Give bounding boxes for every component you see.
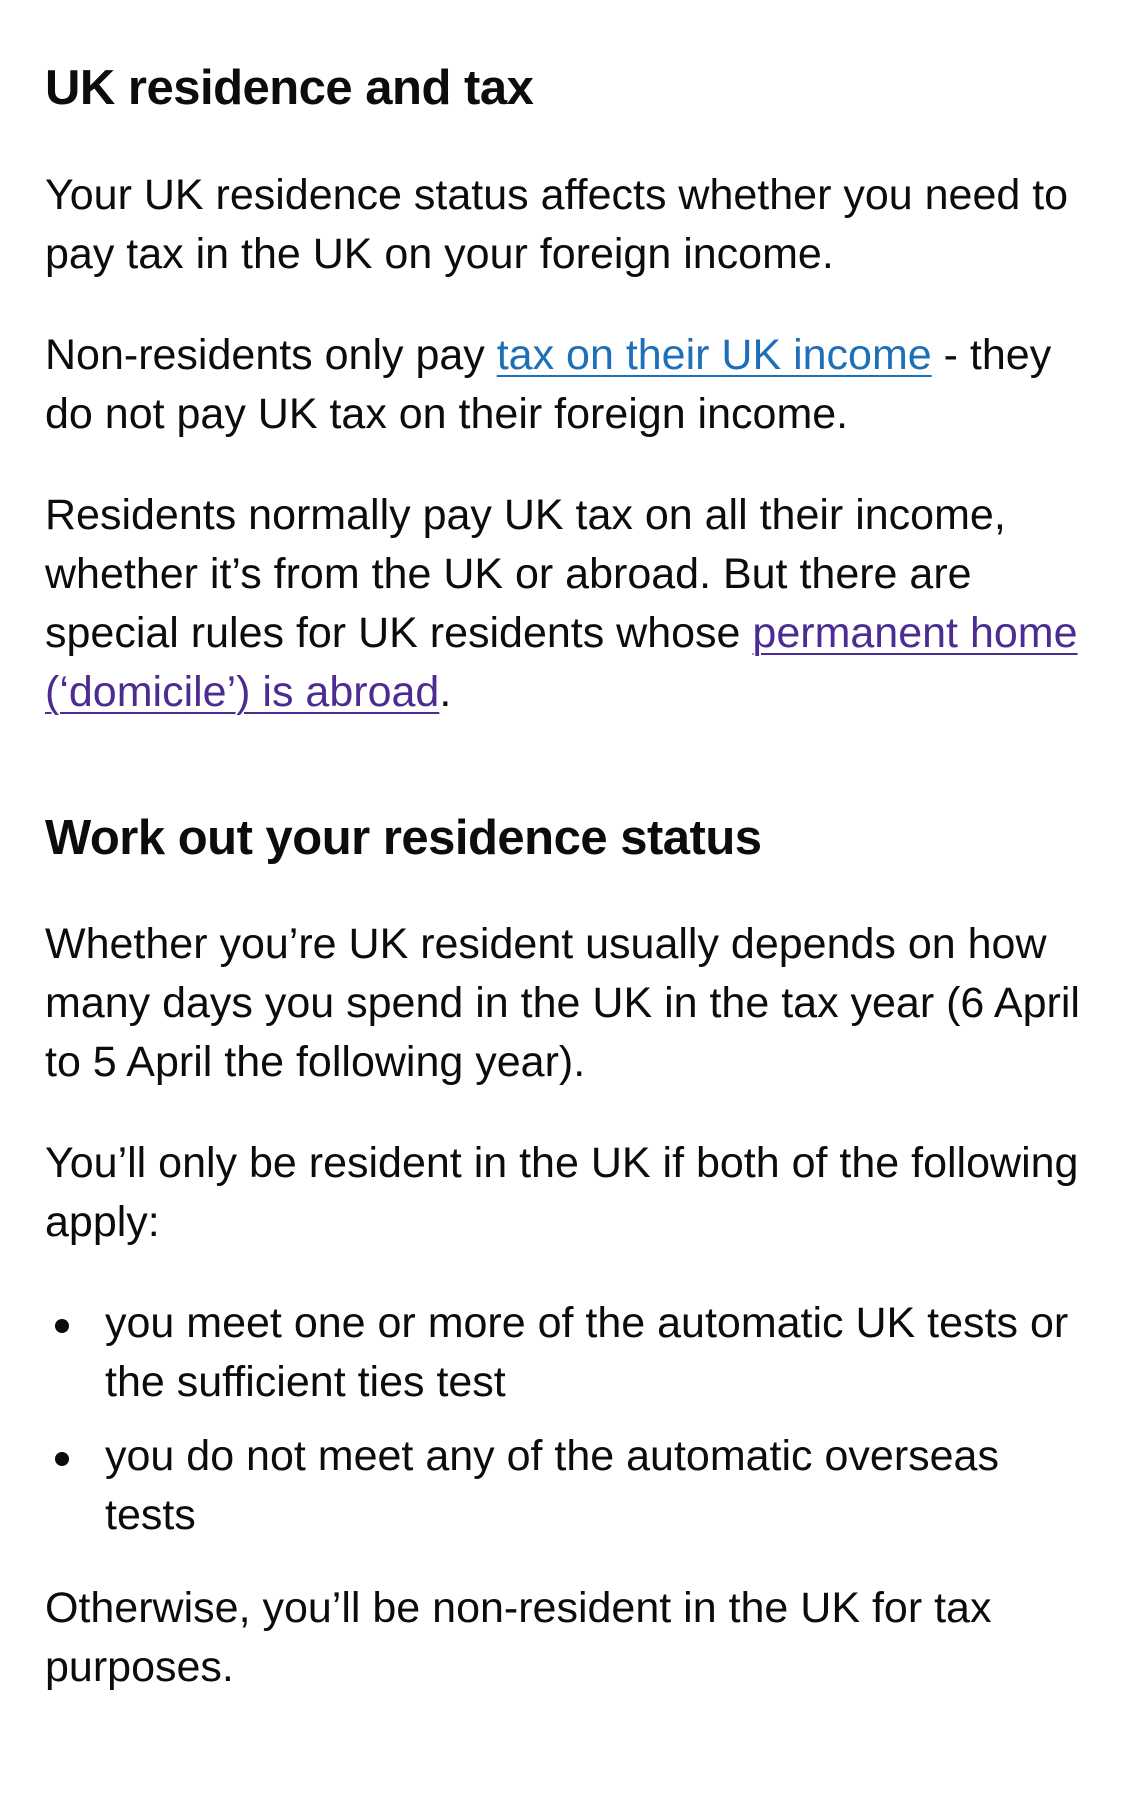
paragraph-residents <box>45 486 1080 722</box>
conditions-list <box>45 1294 1080 1545</box>
list-item-text: you meet one or more of the automatic UK tests or the sufficient ties test <box>105 1299 1069 1406</box>
list-item <box>45 1427 1080 1545</box>
bullet-icon <box>55 1452 69 1466</box>
paragraph-text: Non-residents only pay <box>45 331 497 379</box>
link-tax-on-uk-income[interactable]: tax on their UK income <box>496 331 932 379</box>
paragraph-residence-status: Your UK residence status affects whether you need to pay tax in the UK on your foreign income. <box>45 171 1069 278</box>
list-item <box>45 1294 1080 1412</box>
paragraph-otherwise-non-resident: Otherwise, you’ll be non-resident in the UK for tax purposes. <box>45 1584 992 1691</box>
heading-work-out-residence-status: Work out your residence status <box>45 811 762 865</box>
paragraph-text: . <box>439 668 452 716</box>
paragraph-days-in-uk: Whether you’re UK resident usually depends on how many days you spend in the UK in the tax year (6 April to 5 April the following year). <box>45 920 1080 1086</box>
paragraph-only-resident-if: You’ll only be resident in the UK if both of the following apply: <box>45 1139 1079 1246</box>
paragraph-non-residents <box>45 326 1080 444</box>
bullet-icon <box>55 1319 69 1333</box>
paragraph-text: Residents normally pay UK tax on all their income, whether it’s from the UK or abroad. But there are special rules for UK residents whose <box>45 491 1006 657</box>
heading-uk-residence-and-tax: UK residence and tax <box>45 61 534 115</box>
link-permanent-home-domicile[interactable]: permanent home (‘domicile’) is abroad <box>45 609 1078 716</box>
list-item-text: you do not meet any of the automatic overseas tests <box>105 1432 999 1539</box>
paragraph-text: - they do not pay UK tax on their foreign income. <box>45 331 1052 438</box>
